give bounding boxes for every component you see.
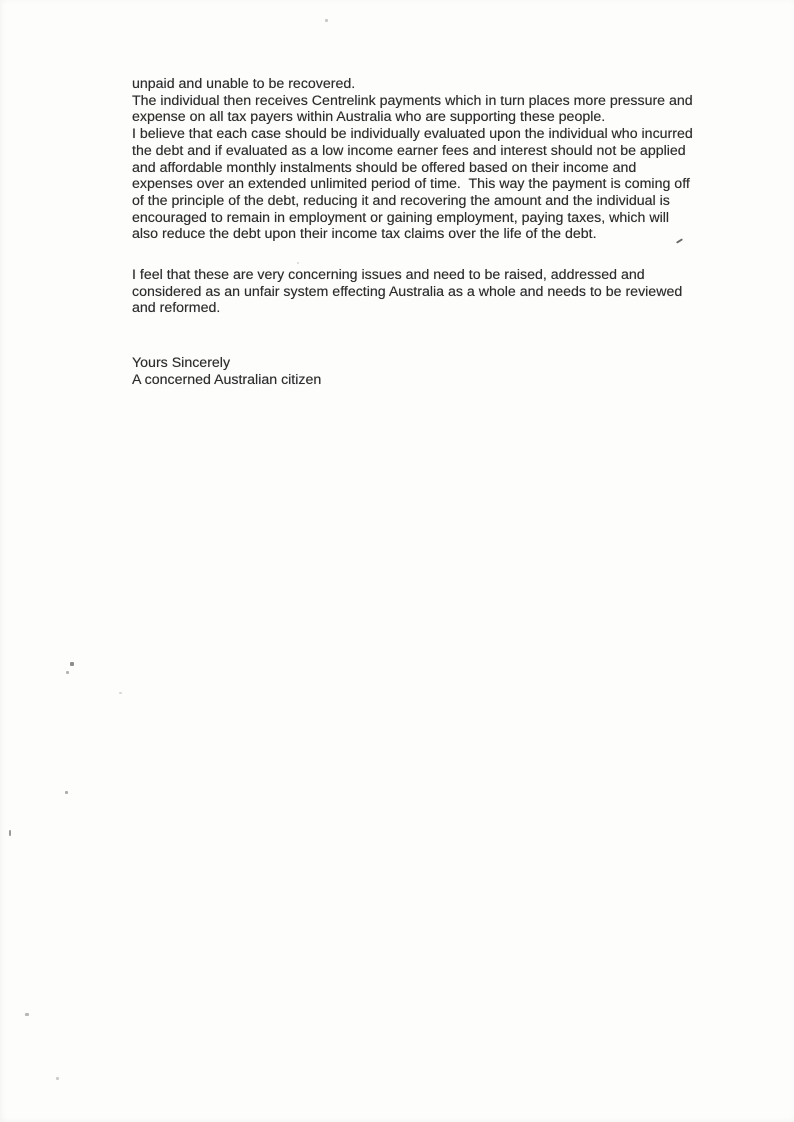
closing-salutation: Yours Sincerely: [132, 355, 231, 372]
letter-line: I believe that each case should be individually evaluated upon the individual who incurred: [132, 126, 693, 143]
scan-speck: [56, 1077, 59, 1080]
scan-speck: [66, 671, 69, 674]
letter-line: encouraged to remain in employment or gaining employment, paying taxes, which will: [132, 209, 670, 226]
letter-line: The individual then receives Centrelink payments which in turn places more pressure and: [132, 92, 693, 109]
letter-line: unpaid and unable to be recovered.: [132, 76, 356, 92]
letter-line: of the principle of the debt, reducing it and recovering the amount and the individual is: [132, 192, 670, 209]
letter-line: and reformed.: [132, 300, 221, 317]
scan-speck: [70, 662, 74, 666]
letter-body: [132, 76, 732, 389]
scan-speck: [65, 791, 68, 794]
letter-line: considered as an unfair system effecting Australia as a whole and needs to be reviewed: [132, 283, 683, 300]
letter-paragraph-1: [132, 76, 732, 243]
letter-closing: [132, 355, 732, 388]
letter-line: I feel that these are very concerning issues and need to be raised, addressed and: [132, 267, 645, 284]
closing-signature: A concerned Australian citizen: [132, 371, 322, 388]
scan-speck: [25, 1013, 29, 1016]
letter-line: and affordable monthly instalments should be offered based on their income and: [132, 159, 637, 176]
letter-line: expenses over an extended unlimited period of time. This way the payment is coming off: [132, 176, 690, 193]
scan-speck: [325, 19, 328, 22]
scan-speck: [297, 262, 299, 264]
letter-line: the debt and if evaluated as a low income earner fees and interest should not be applied: [132, 142, 686, 159]
letter-paragraph-2: [132, 267, 732, 317]
scan-speck: [9, 830, 11, 836]
letter-line: expense on all tax payers within Australia who are supporting these people.: [132, 109, 606, 126]
scan-speck: [119, 692, 122, 694]
letter-line: also reduce the debt upon their income tax claims over the life of the debt.: [132, 226, 597, 243]
